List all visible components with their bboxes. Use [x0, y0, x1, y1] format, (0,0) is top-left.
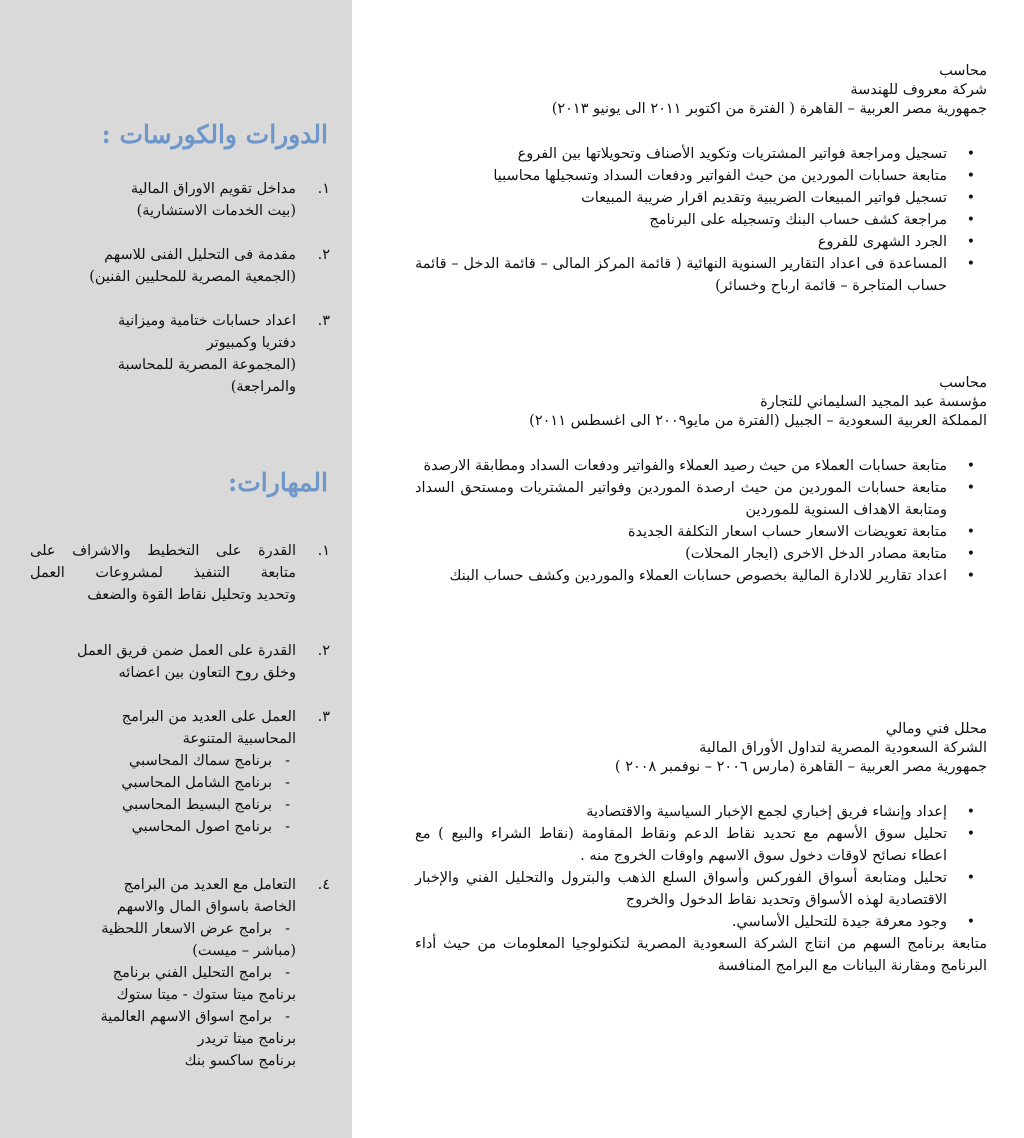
job-duty: • المساعدة فى اعداد التقارير السنوية النهائية ( قائمة المركز المالى – قائمة الدخل – قائمة حساب المتاجرة – قائمة ارباح وخسائر)	[415, 253, 987, 297]
job-period: المملكة العربية السعودية – الجبيل (الفترة من مايو٢٠٠٩ الى اغسطس ٢٠١١)	[529, 413, 987, 429]
course-item: ١. مداخل تقويم الاوراق المالية (بيت الخدمات الاستشارية)	[130, 181, 330, 219]
job-company: شركة معروف للهندسة	[850, 82, 987, 98]
software-item: - برامج التحليل الفني برنامج	[30, 962, 296, 984]
job-duty: • متابعة حسابات الموردين من حيث الفواتير ودفعات السداد وتسجيلها محاسبيا	[415, 165, 987, 187]
software-item: - برنامج سماك المحاسبي	[30, 750, 296, 772]
course-item: ٢. مقدمة فى التحليل الفنى للاسهم (الجمعية المصرية للمحليين الفنين)	[89, 247, 330, 285]
job-entry	[415, 62, 987, 297]
job-duty: • إعداد وإنشاء فريق إخباري لجمع الإخبار السياسية والاقتصادية	[415, 801, 987, 823]
software-item: - برنامج اصول المحاسبي	[30, 816, 296, 838]
skills-list	[30, 540, 330, 1094]
skill-item: ٤. التعامل مع العديد من البرامج الخاصة باسواق المال والاسهم - برامج عرض الاسعار اللحظية (مباشر – ميست) - برامج التحليل الفني برنامج برنامج ميتا ستوك - ميتا ستوك - برامج اسواق الاسهم العالمية برنامج ميتا تريدر برنامج ساكسو بنك	[30, 874, 330, 1072]
software-item: - برامج اسواق الاسهم العالمية	[30, 1006, 296, 1028]
skill-item: ٢. القدرة على العمل ضمن فريق العمل وخلق روح التعاون بين اعضائه	[77, 643, 330, 681]
courses-title: الدورات والكورسات :	[101, 120, 328, 149]
job-duty: • تسجيل ومراجعة فواتير المشتريات وتكويد الأصناف وتحويلاتها بين الفروع	[415, 143, 987, 165]
job-period: جمهورية مصر العربية – القاهرة ( الفترة من اكتوبر ٢٠١١ الى يونيو ٢٠١٣)	[551, 101, 987, 117]
job-duty: • متابعة مصادر الدخل الاخرى (ايجار المحلات)	[415, 543, 987, 565]
job-duty: • الجرد الشهرى للفروع	[415, 231, 987, 253]
job-duty: • متابعة تعويضات الاسعار حساب اسعار التكلفة الجديدة	[415, 521, 987, 543]
job-duty: • متابعة حسابات الموردين من حيث ارصدة الموردين وفواتير المشتريات ومستحق السداد ومتابعة الاهداف السنوية للموردين	[415, 477, 987, 521]
job-duty: • تحليل ومتابعة أسواق الفوركس وأسواق السلع الذهب والبترول والتحليل الفني والإخبار الاقتصادية لهذه الأسواق وتحديد نقاط الدخول والخروج	[415, 867, 987, 911]
software-item: - برامج عرض الاسعار اللحظية	[30, 918, 296, 940]
job-company: مؤسسة عبد المجيد السليماني للتجارة	[760, 394, 987, 410]
experience-section	[415, 0, 987, 1138]
skill-item: ١. القدرة على التخطيط والاشراف على متابعة التنفيذ لمشروعات العمل وتحديد وتحليل نقاط القوة والضعف	[30, 543, 330, 603]
job-entry	[415, 720, 987, 977]
job-title: محاسب	[939, 63, 987, 79]
skills-title: المهارات:	[228, 468, 328, 497]
courses-list	[30, 178, 330, 420]
job-duty: • تسجيل فواتير المبيعات الضريبية وتقديم اقرار ضريبة المبيعات	[415, 187, 987, 209]
job-title: محاسب	[939, 375, 987, 391]
course-item: ٣. اعداد حسابات ختامية وميزانية دفتريا وكمبيوتر (المجموعة المصرية للمحاسبة والمراجعة)	[117, 313, 330, 395]
job-note: متابعة برنامج السهم من انتاج الشركة السعودية المصرية لتكنولوجيا المعلومات من حيث أداء البرنامج ومقارنة البيانات مع البرامج المنافسة	[415, 936, 987, 974]
software-item: - برنامج الشامل المحاسبي	[30, 772, 296, 794]
job-company: الشركة السعودية المصرية لتداول الأوراق المالية	[699, 740, 987, 756]
sidebar	[0, 0, 352, 1138]
job-title: محلل فني ومالي	[885, 721, 987, 737]
job-duty: • متابعة حسابات العملاء من حيث رصيد العملاء والفواتير ودفعات السداد ومطابقة الارصدة	[415, 455, 987, 477]
job-duty: • اعداد تقارير للادارة المالية بخصوص حسابات العملاء والموردين وكشف حساب البنك	[415, 565, 987, 587]
software-item: - برنامج البسيط المحاسبي	[30, 794, 296, 816]
job-duty: • مراجعة كشف حساب البنك وتسجيله على البرنامج	[415, 209, 987, 231]
job-duty: • تحليل سوق الأسهم مع تحديد نقاط الدعم ونقاط المقاومة (نقاط الشراء والبيع ) مع اعطاء نصائح لاوقات دخول سوق الاسهم واوقات الخروج منه .	[415, 823, 987, 867]
job-period: جمهورية مصر العربية – القاهرة (مارس ٢٠٠٦ – نوفمبر ٢٠٠٨ )	[614, 759, 987, 775]
job-entry	[415, 374, 987, 587]
skill-item: ٣. العمل على العديد من البرامج المحاسبية المتنوعة - برنامج سماك المحاسبي - برنامج الشامل المحاسبي - برنامج البسيط المحاسبي - برنامج اصول المحاسبي	[30, 706, 330, 838]
job-duty: • وجود معرفة جيدة للتحليل الأساسي.	[415, 911, 987, 933]
